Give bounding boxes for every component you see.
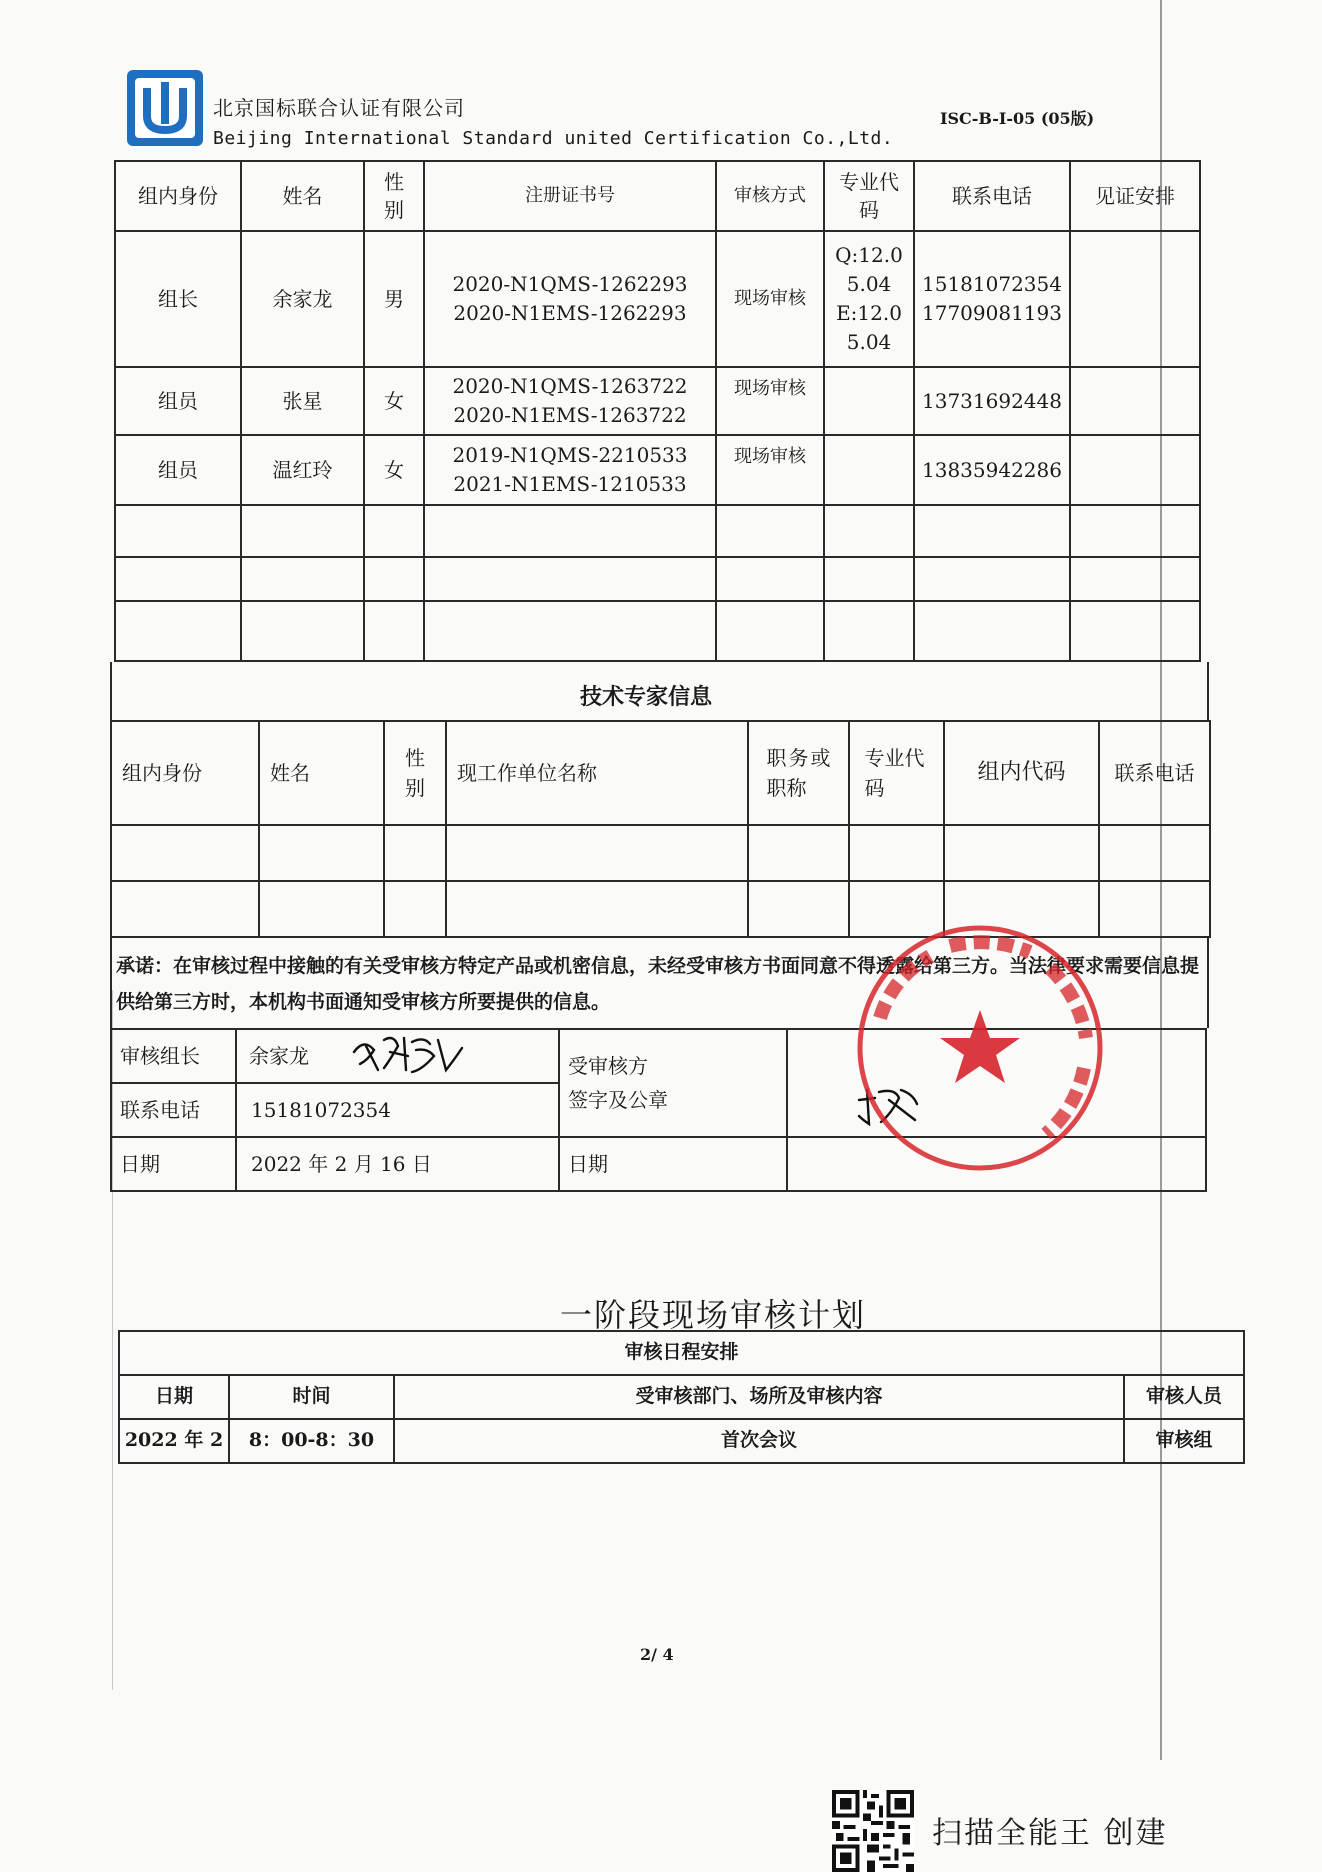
code-line: Q:12.0 bbox=[835, 243, 903, 267]
header-cell: 见证安排 bbox=[1070, 161, 1200, 231]
method-cell: 现场审核 bbox=[716, 231, 824, 367]
content-cell: 首次会议 bbox=[394, 1419, 1124, 1463]
cert-cell bbox=[424, 367, 716, 435]
cert-number: 2020-N1QMS-1263722 bbox=[452, 374, 688, 398]
header-cell: 专业代码 bbox=[824, 161, 914, 231]
cert-number: 2020-N1QMS-1262293 bbox=[452, 272, 688, 296]
table-header-row bbox=[119, 1375, 1244, 1419]
plan-title: 一阶段现场审核计划 bbox=[560, 1296, 867, 1334]
confidentiality-promise: 承诺：在审核过程中接触的有关受审核方特定产品或机密信息，未经受审核方书面同意不得透露给第三方。当法律要求需要信息提供给第三方时，本机构书面通知受审核方所要提供的信息。 bbox=[116, 955, 1200, 1013]
company-name-en: Beijing International Standard united Certification Co.,Ltd. bbox=[213, 128, 894, 149]
header-cell: 组内身份 bbox=[115, 161, 241, 231]
header-cell: 组内代码 bbox=[944, 721, 1099, 825]
cert-number: 2021-N1EMS-1210533 bbox=[453, 472, 687, 496]
name-cell: 温红玲 bbox=[241, 435, 364, 505]
phone-number: 17709081193 bbox=[922, 301, 1062, 325]
name-cell: 张星 bbox=[241, 367, 364, 435]
auditee-label: 受审核方 签字及公章 bbox=[559, 1029, 787, 1137]
header-cell: 专业代码 bbox=[849, 721, 944, 825]
table-row bbox=[119, 1419, 1244, 1463]
header-cell: 职务或职称 bbox=[748, 721, 849, 825]
code-cell bbox=[824, 367, 914, 435]
role-cell: 组员 bbox=[115, 367, 241, 435]
empty-row bbox=[115, 505, 1200, 557]
table-header-row bbox=[111, 721, 1210, 825]
leader-signature bbox=[350, 1030, 470, 1078]
auditor-cell: 审核组 bbox=[1124, 1419, 1244, 1463]
leader-phone: 15181072354 bbox=[236, 1083, 559, 1137]
code-line: E:12.0 bbox=[836, 301, 902, 325]
name-cell: 余家龙 bbox=[241, 231, 364, 367]
time-cell: 8：00-8：30 bbox=[229, 1419, 394, 1463]
cert-number: 2020-N1EMS-1263722 bbox=[453, 403, 687, 427]
header-cell: 注册证书号 bbox=[424, 161, 716, 231]
table-row bbox=[115, 367, 1200, 435]
header-cell: 性别 bbox=[364, 161, 424, 231]
header-cell: 日期 bbox=[119, 1375, 229, 1419]
role-cell: 组员 bbox=[115, 435, 241, 505]
method-cell: 现场审核 bbox=[716, 435, 824, 505]
header-cell: 组内身份 bbox=[111, 721, 259, 825]
cert-cell bbox=[424, 435, 716, 505]
header-cell: 姓名 bbox=[259, 721, 384, 825]
document-code: ISC-B-I-05 (05版) bbox=[940, 109, 1095, 128]
cert-cell bbox=[424, 231, 716, 367]
scanner-watermark-text: 扫描全能王 创建 bbox=[932, 1816, 1168, 1851]
witness-cell bbox=[1070, 367, 1200, 435]
header-cell: 联系电话 bbox=[914, 161, 1070, 231]
leader-name: 余家龙 bbox=[236, 1029, 559, 1083]
leader-label: 审核组长 bbox=[111, 1029, 236, 1083]
experts-grid bbox=[110, 720, 1211, 938]
phone-cell bbox=[914, 231, 1070, 367]
empty-row bbox=[115, 557, 1200, 601]
code-line: 5.04 bbox=[846, 272, 892, 296]
date-cell: 2022 年 2 bbox=[119, 1419, 229, 1463]
qr-code-icon bbox=[832, 1790, 914, 1872]
header-cell: 联系电话 bbox=[1099, 721, 1210, 825]
table-row bbox=[115, 435, 1200, 505]
header-cell: 现工作单位名称 bbox=[446, 721, 748, 825]
header-cell: 审核方式 bbox=[716, 161, 824, 231]
page-number: 2/ 4 bbox=[640, 1645, 674, 1664]
code-cell bbox=[824, 231, 914, 367]
role-cell: 组长 bbox=[115, 231, 241, 367]
gender-cell: 女 bbox=[364, 435, 424, 505]
company-seal-icon bbox=[840, 918, 1120, 1178]
header-cell: 姓名 bbox=[241, 161, 364, 231]
date-label: 日期 bbox=[111, 1137, 236, 1191]
phone-cell: 13835942286 bbox=[914, 435, 1070, 505]
gender-cell: 男 bbox=[364, 231, 424, 367]
experts-title: 技术专家信息 bbox=[580, 685, 713, 710]
company-logo-icon bbox=[125, 68, 205, 148]
empty-row bbox=[115, 601, 1200, 661]
cert-number: 2019-N1QMS-2210533 bbox=[452, 443, 688, 467]
date-value: 2022 年 2 月 16 日 bbox=[236, 1137, 559, 1191]
header-cell: 审核人员 bbox=[1124, 1375, 1244, 1419]
witness-cell bbox=[1070, 231, 1200, 367]
company-name-cn: 北京国标联合认证有限公司 bbox=[213, 96, 465, 120]
table-row bbox=[115, 231, 1200, 367]
code-cell bbox=[824, 435, 914, 505]
header-cell: 受审核部门、场所及审核内容 bbox=[394, 1375, 1124, 1419]
auditee-date-label: 日期 bbox=[559, 1137, 787, 1191]
table-header-row bbox=[115, 161, 1200, 231]
witness-cell bbox=[1070, 435, 1200, 505]
phone-number: 15181072354 bbox=[922, 272, 1062, 296]
header-cell: 时间 bbox=[229, 1375, 394, 1419]
header-cell: 性别 bbox=[384, 721, 446, 825]
cert-number: 2020-N1EMS-1262293 bbox=[453, 301, 687, 325]
experts-title-box bbox=[110, 662, 1209, 720]
phone-cell: 13731692448 bbox=[914, 367, 1070, 435]
schedule-title: 审核日程安排 bbox=[119, 1331, 1244, 1375]
phone-label: 联系电话 bbox=[111, 1083, 236, 1137]
audit-team-table bbox=[114, 160, 1201, 662]
empty-row bbox=[111, 825, 1210, 881]
method-cell: 现场审核 bbox=[716, 367, 824, 435]
schedule-table bbox=[118, 1330, 1245, 1464]
gender-cell: 女 bbox=[364, 367, 424, 435]
code-line: 5.04 bbox=[846, 330, 892, 354]
